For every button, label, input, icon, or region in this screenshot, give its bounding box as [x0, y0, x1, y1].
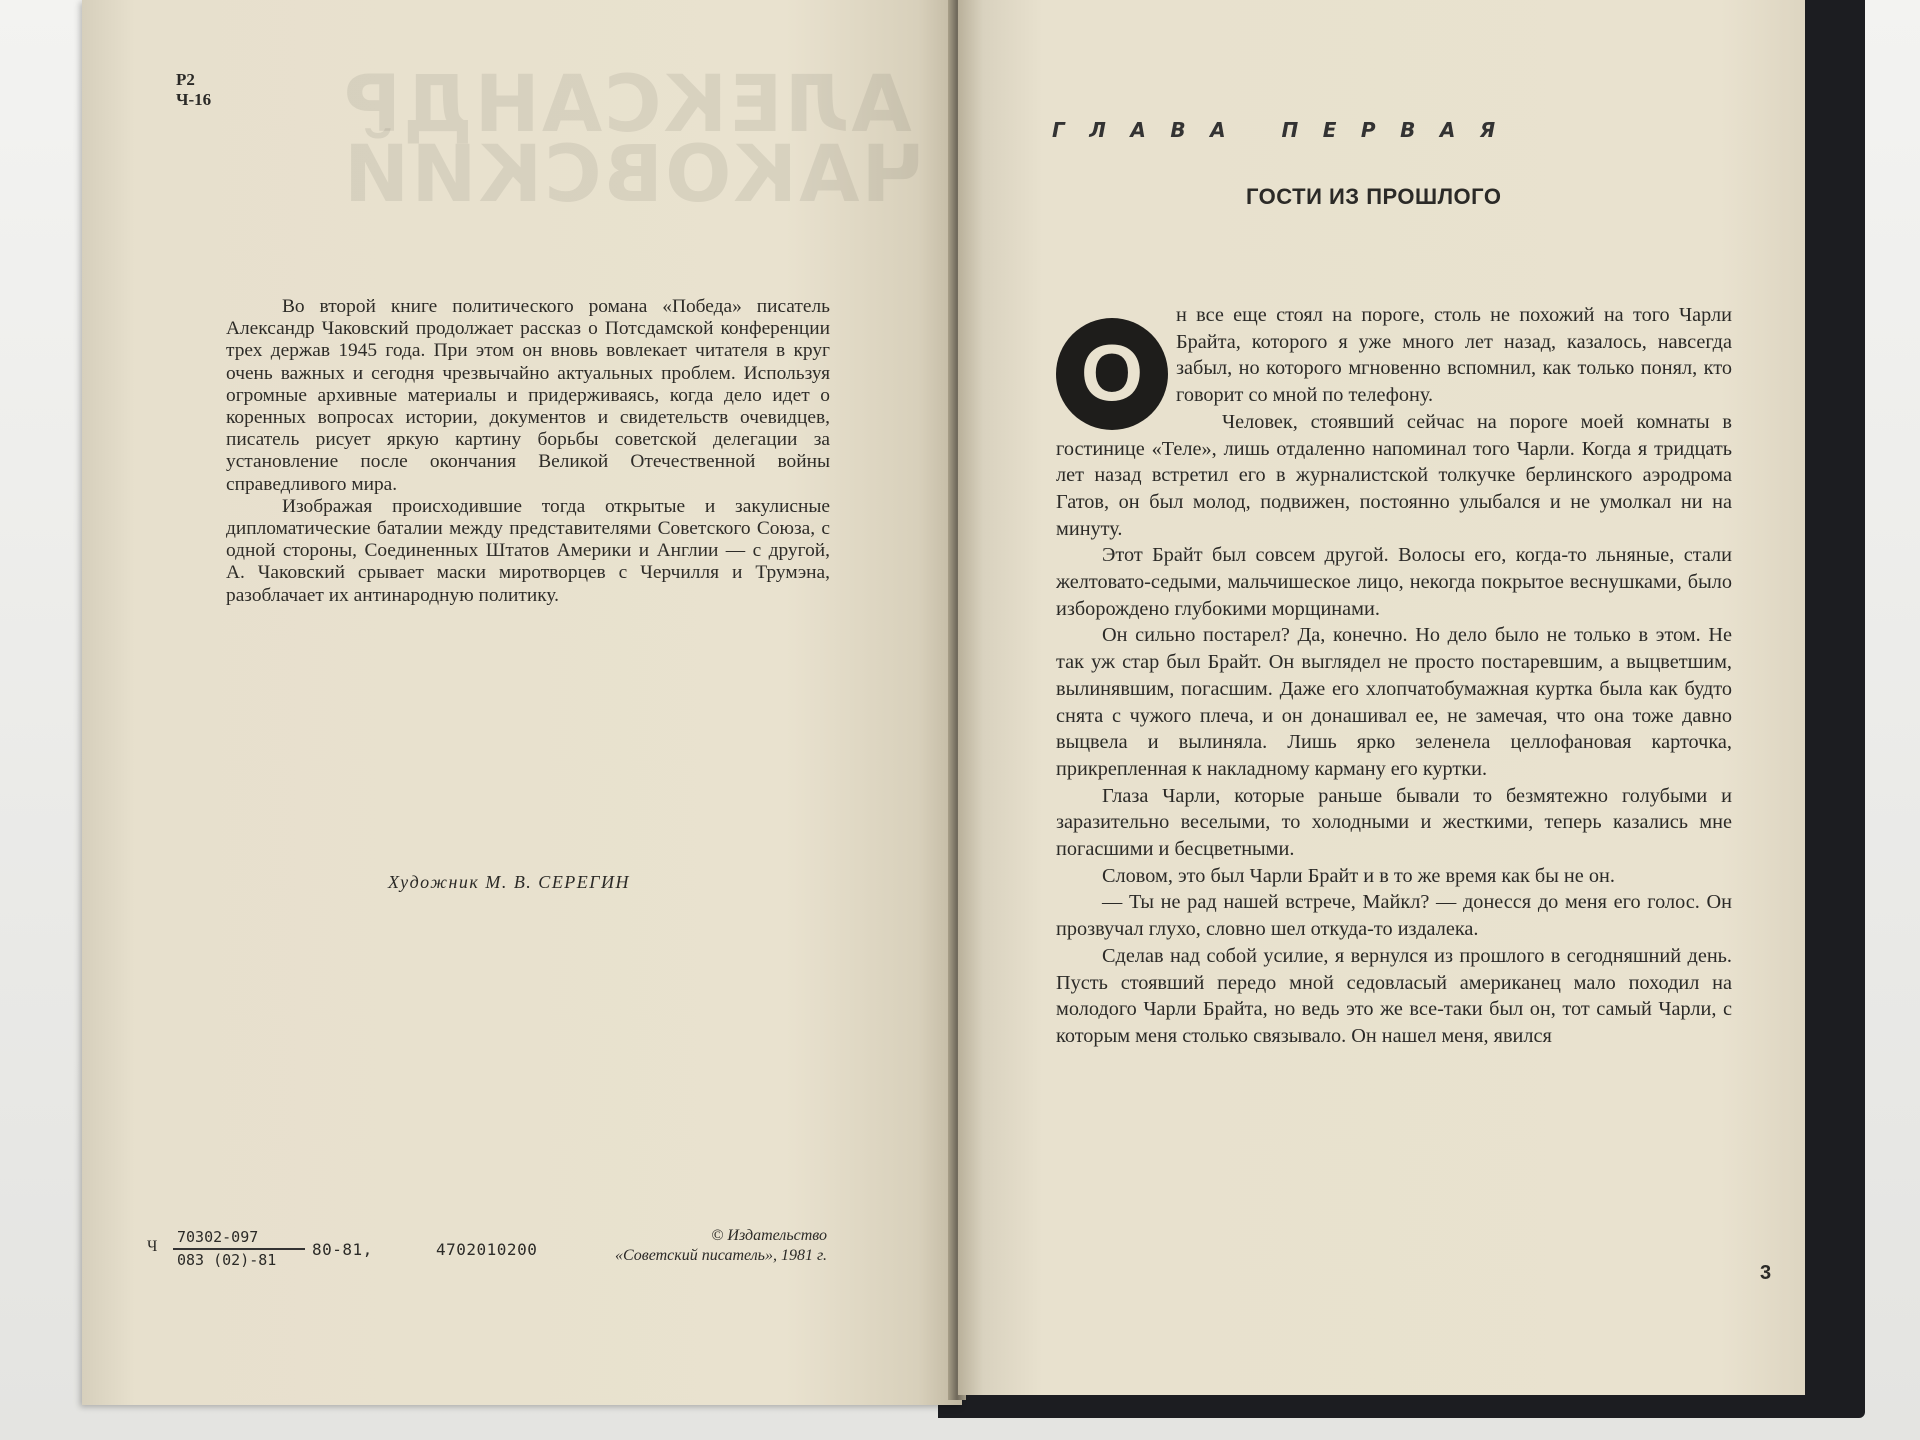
imprint-isbn: 4702010200: [436, 1240, 538, 1259]
imprint-code: 80-81,: [312, 1240, 373, 1259]
publisher-line: © Издательство: [711, 1227, 827, 1244]
body-paragraph: Глаза Чарли, которые раньше бывали то безмятежно голубыми и заразительно веселыми, то холодными и жесткими, теперь казались мне погасшими и бесцветными.: [1056, 784, 1732, 861]
page-number: 3: [1760, 1262, 1772, 1284]
imprint-fraction: [147, 1228, 307, 1278]
body-paragraph: н все еще стоял на пороге, столь не похожий на того Чарли Брайта, которого я уже много лет назад, казалось, навсегда забыл, но которого мгновенно вспомнил, как только понял, кто говорит со мной по телефону.: [1176, 304, 1732, 407]
body-paragraph: Сделав над собой усилие, я вернулся из прошлого в сегодняшний день. Пусть стоявший передо мной седовласый американец мало походил на молодого Чарли Брайта, но ведь это же все-таки был он, тот самый Чарли, с которым меня столько связывало. Он нашел меня, явился: [1056, 944, 1732, 1047]
body-paragraph: Словом, это был Чарли Брайт и в то же время как бы не он.: [1102, 864, 1615, 887]
fraction-line: [173, 1248, 305, 1250]
imprint-prefix: Ч: [147, 1238, 158, 1255]
chapter-label: ГЛАВА ПЕРВАЯ: [1052, 118, 1520, 142]
drop-cap: [1054, 316, 1172, 434]
annotation-paragraph: Во второй книге политического романа «Победа» писатель Александр Чаковский продолжает рассказ о Потсдамской конференции трех держав 1945 года. При этом он вновь вовлекает читателя в круг очень важных и сегодня чрезвычайно актуальных проблем. Используя огромные архивные материалы и придерживаясь, когда дело идет о коренных вопросах истории, документов и свидетельств очевидцев, писатель рисует яркую картину борьбы советской делегации за установление после окончания Великой Отечественной войны справедливого мира.: [226, 296, 830, 495]
imprint-numerator: 70302-097: [177, 1228, 259, 1246]
chapter-title: ГОСТИ ИЗ ПРОШЛОГО: [1246, 184, 1502, 209]
publisher-copyright: [615, 1226, 827, 1266]
imprint-denominator: 083 (02)-81: [177, 1251, 277, 1269]
book-annotation: [226, 296, 830, 607]
shelfmark-line: Ч-16: [176, 90, 212, 109]
shelfmark: [176, 70, 211, 110]
show-through-text: ЧАКОВСКИЙ: [342, 130, 925, 220]
body-paragraph: Этот Брайт был совсем другой. Волосы его, когда-то льняные, стали желтовато-седыми, мальчишеское лицо, некогда покрытое веснушками, было изборождено глубокими морщинами.: [1056, 544, 1732, 620]
publisher-line: «Советский писатель», 1981 г.: [615, 1247, 827, 1264]
left-page: [82, 0, 962, 1405]
body-paragraph: Человек, стоявший сейчас на пороге моей комнаты в гостинице «Теле», лишь отдаленно напоминал того Чарли. Когда я тридцать лет назад встретил его в журналистской толкучке берлинского аэродрома Гатов, он был молод, подвижен, постоянно улыбался и не умолкал ни на минуту.: [1056, 410, 1732, 540]
annotation-paragraph: Изображая происходившие тогда открытые и закулисные дипломатические баталии между представителями Советского Союза, с одной стороны, Соединенных Штатов Америки и Англии — с другой, А. Чаковский срывает маски миротворцев с Черчилля и Трумэна, разоблачает их антинародную политику.: [226, 495, 830, 606]
body-paragraph: Он сильно постарел? Да, конечно. Но дело было не только в этом. Не так уж стар был Брайт. Он выглядел не просто постаревшим, а выцветшим, вылинявшим, погасшим. Даже его хлопчатобумажная куртка была как будто снята с чужого плеча, и он донашивал ее, не замечая, что она тоже давно выцвела и вылиняла. Лишь ярко зеленела целлофановая карточка, прикрепленная к накладному карману его куртки.: [1056, 624, 1732, 780]
artist-credit: Художник М. В. СЕРЕГИН: [388, 872, 631, 892]
show-through-text: АЛЕКСАНДР: [342, 60, 912, 150]
body-paragraph: — Ты не рад нашей встрече, Майкл? — донесся до меня его голос. Он прозвучал глухо, словно шел откуда-то издалека.: [1056, 891, 1732, 941]
shelfmark-line: Р2: [176, 70, 195, 89]
drop-cap-letter: О: [1080, 328, 1144, 417]
